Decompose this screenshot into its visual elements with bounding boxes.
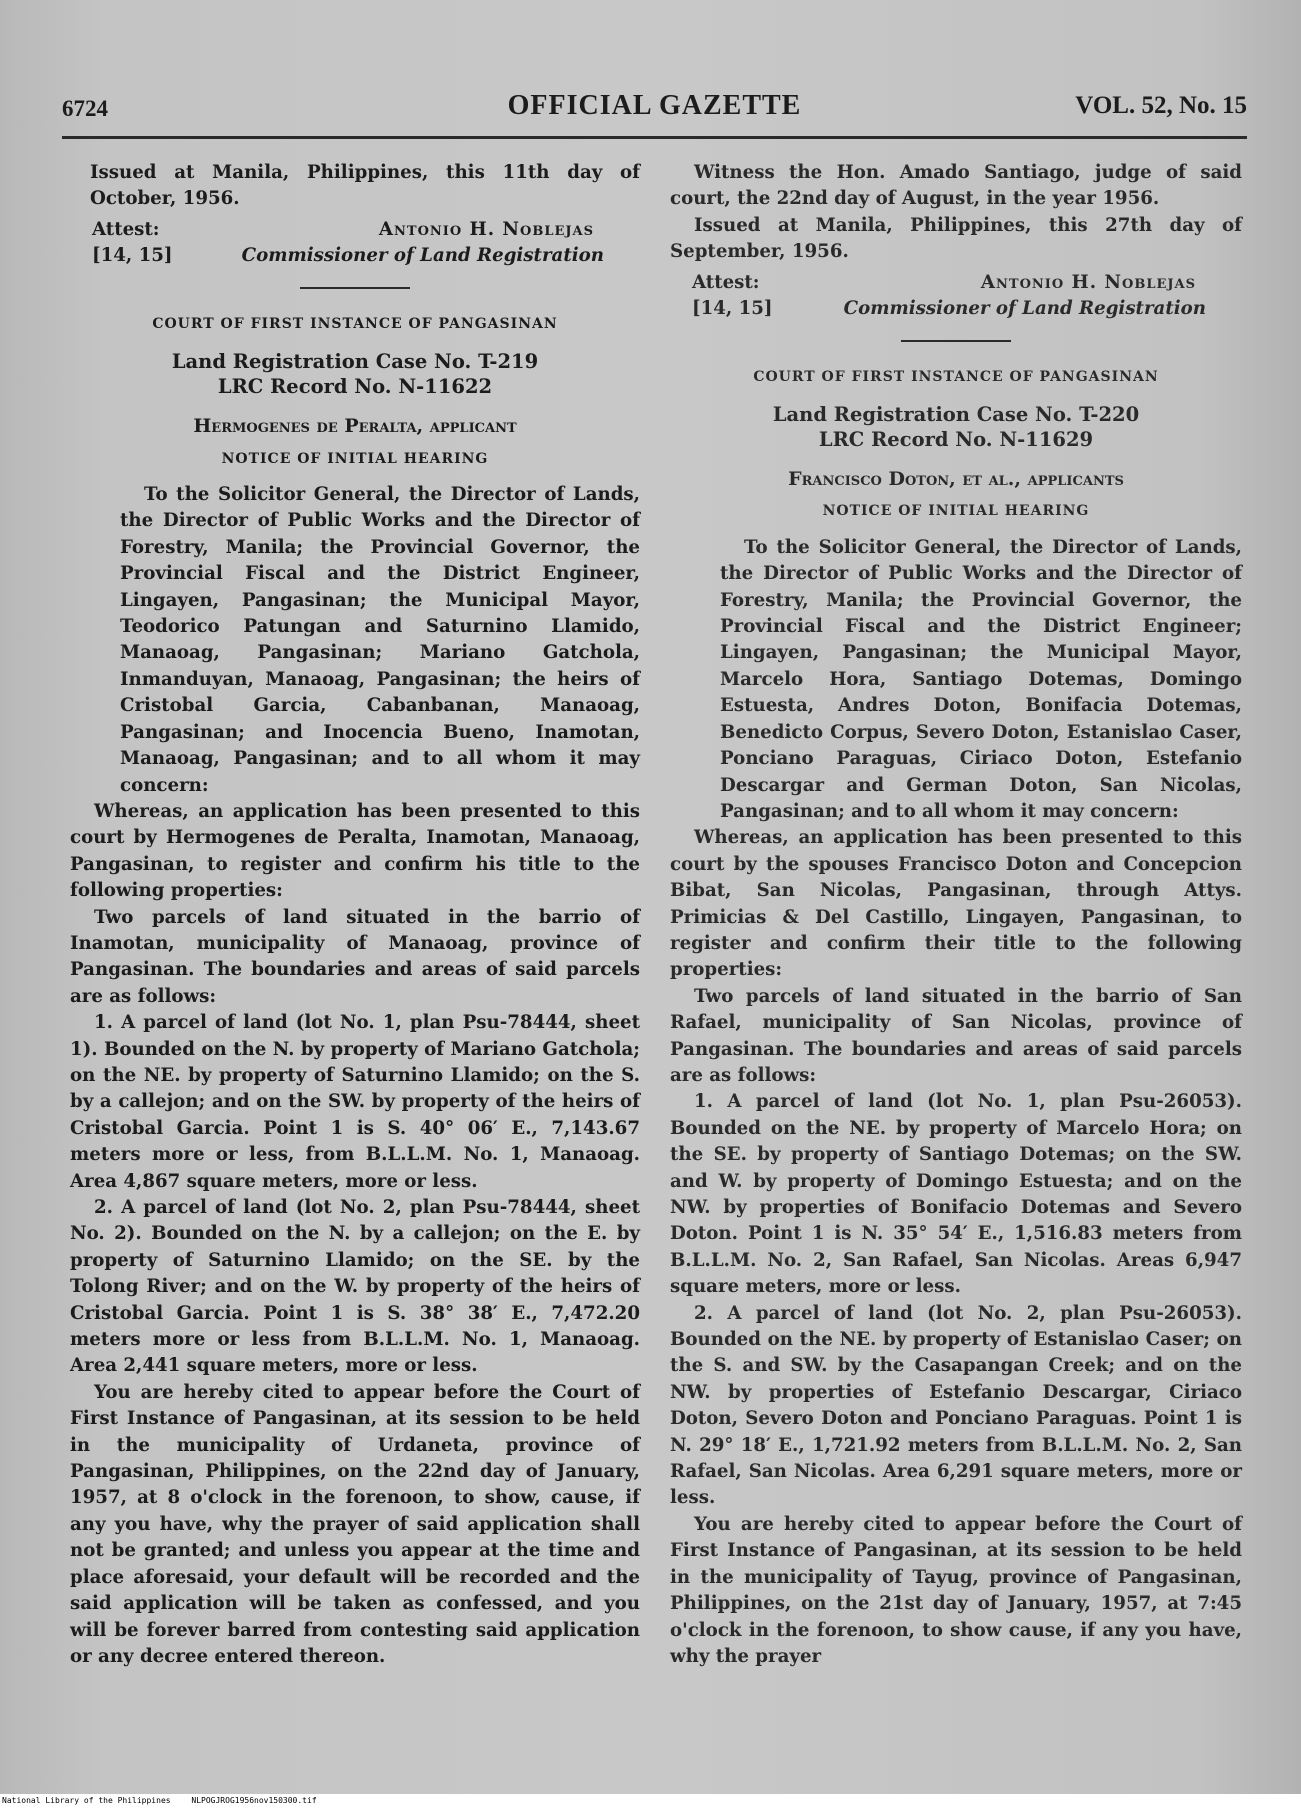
paragraph: You are hereby cited to appear before the Court of First Instance of Pangasinan, at its session to be held in the municipality of Urdaneta, province of Pangasinan, Philippines, on the 22nd day of January, 1957, at 8 o'clock in the forenoon, to show, cause, if any you have, why the prayer of said application shall not be granted; and unless you appear at the time and place aforesaid, your default will be recorded and the said application will be taken as confessed, and you will be forever barred from contesting said application or any decree entered thereon. [70,1381,640,1667]
right-column [670,160,1242,1670]
section-divider [300,287,410,289]
attest-block [670,270,1242,320]
attest-label: Attest: [92,218,160,240]
notice-heading: NOTICE OF INITIAL HEARING [822,503,1090,520]
paragraph: Whereas, an application has been presented to this court by Hermogenes de Peralta, Inamotan, Manaoag, Pangasinan, to register and confirm his title to the following properties: [70,800,640,902]
case-number: Land Registration Case No. T-219 [171,350,539,374]
paragraph: Whereas, an application has been presented to this court by the spouses Francisco Doton and Concepcion Bibat, San Nicolas, Pangasinan, through Attys. Primicias & Del Castillo, Lingayen, Pangasinan, to register and confirm their title to the following properties: [670,827,1242,981]
lrc-record: LRC Record No. N-11629 [818,428,1094,452]
publication-title: OFFICIAL GAZETTE [507,90,802,121]
case-number: Land Registration Case No. T-220 [772,403,1140,427]
library-label: National Library of the Philippines [2,1796,171,1805]
page-number: 6724 [62,96,108,121]
paragraph: 2. A parcel of land (lot No. 2, plan Psu-26053). Bounded on the NE. by property of Estanislao Caser; on the S. and SW. by the Casapangan Creek; and on the NW. by properties of Estefanio Descargar, Ciriaco Doton, Severo Doton and Ponciano Paraguas. Point 1 is N. 29° 18′ E., 1,721.92 meters from B.L.L.M. No. 2, San Rafael, San Nicolas. Area 6,291 square meters, more or less. [670,1302,1242,1509]
section-divider [901,340,1011,342]
applicant-name: Francisco Doton, et al., applicants [788,468,1124,491]
page-header [62,86,1247,126]
commissioner-name: Antonio H. Noblejas [378,218,594,240]
paragraph: 2. A parcel of land (lot No. 2, plan Psu-78444, sheet No. 2). Bounded on the N. by a callejon; on the E. by property of Saturnino Llamido; on the SE. by the Tolong River; and on the W. by property of the heirs of Cristobal Garcia. Point 1 is S. 38° 38′ E., 7,472.20 meters more or less from B.L.L.M. No. 1, Manaoag. Area 2,441 square meters, more or less. [70,1197,640,1377]
commissioner-title: Commissioner of Land Registration [241,244,604,266]
commissioner-name: Antonio H. Noblejas [980,271,1196,293]
witness-text: Witness the Hon. Amado Santiago, judge of said court, the 22nd day of August, in the year 1956. [670,162,1242,210]
paragraph: Two parcels of land situated in the barrio of Inamotan, municipality of Manaoag, province of Pangasinan. The boundaries and areas of said parcels are as follows: [70,906,640,1007]
volume-number: VOL. 52, No. 15 [1075,92,1247,119]
paragraph: You are hereby cited to appear before the Court of First Instance of Pangasinan, at its session to be held in the municipality of Tayug, province of Pangasinan, Philippines, on the 21st day of January, 1957, at 7:45 o'clock in the forenoon, to show cause, if any you have, why the prayer [670,1513,1242,1667]
notice-heading: NOTICE OF INITIAL HEARING [221,450,489,467]
addressees: To the Solicitor General, the Director of Lands, the Director of Public Works and the Director of Forestry, Manila; the Provincial Governor, the Provincial Fiscal and the District Engineer; Lingayen, Pangasinan; the Municipal Mayor, Marcelo Hora, Santiago Dotemas, Domingo Estuesta, Andres Doton, Bonifacia Dotemas, Benedicto Corpus, Severo Doton, Estanislao Caser, Ponciano Paraguas, Ciriaco Doton, Estefanio Descargar and German Doton, San Nicolas, Pangasinan; and to all whom it may concern: [720,536,1242,822]
left-column [70,160,640,1670]
paragraph: 1. A parcel of land (lot No. 1, plan Psu-26053). Bounded on the NE. by property of Marcelo Hora; on the SE. by property of Santiago Dotemas; on the SW. and W. by property of Domingo Estuesta; and on the NW. by properties of Bonifacio Dotemas and Severo Doton. Point 1 is N. 35° 54′ E., 1,516.83 meters from B.L.L.M. No. 2, San Rafael, San Nicolas. Areas 6,947 square meters, more or less. [670,1091,1242,1298]
scan-footer [0,1794,1301,1808]
issued-text: Issued at Manila, Philippines, this 27th day of September, 1956. [670,214,1242,263]
header-rule [62,136,1247,139]
attest-label: Attest: [692,271,760,293]
court-heading: COURT OF FIRST INSTANCE OF PANGASINAN [753,368,1159,385]
paragraph: 1. A parcel of land (lot No. 1, plan Psu-78444, sheet 1). Bounded on the N. by property of Mariano Gatchola; on the NE. by property of Saturnino Llamido; on the S. by a callejon; and on the SW. by property of the heirs of Cristobal Garcia. Point 1 is S. 40° 06′ E., 7,143.67 meters more or less, from B.L.L.M. No. 1, Manaoag. Area 4,867 square meters, more or less. [70,1012,640,1192]
file-name: NLPOGJROG1956nov150300.tif [191,1796,317,1805]
lrc-record: LRC Record No. N-11622 [217,375,493,399]
attest-block [70,217,640,267]
attest-ref: [14, 15] [92,244,173,266]
paragraph: Two parcels of land situated in the barrio of San Rafael, municipality of San Nicolas, province of Pangasinan. The boundaries and areas of said parcels are as follows: [670,985,1242,1086]
attest-ref: [14, 15] [692,297,773,319]
commissioner-title: Commissioner of Land Registration [843,297,1206,319]
issued-text: Issued at Manila, Philippines, this 11th day of October, 1956. [90,162,640,210]
applicant-name: Hermogenes de Peralta, applicant [193,415,517,438]
addressees: To the Solicitor General, the Director of Lands, the Director of Public Works and the Director of Forestry, Manila; the Provincial Governor, the Provincial Fiscal and the District Engineer, Lingayen, Pangasinan; the Municipal Mayor, Teodorico Patungan and Saturnino Llamido, Manaoag, Pangasinan; Mariano Gatchola, Inmanduyan, Manaoag, Pangasinan; the heirs of Cristobal Garcia, Cabanbanan, Manaoag, Pangasinan; and Inocencia Bueno, Inamotan, Manaoag, Pangasinan; and to all whom it may concern: [120,484,640,796]
court-heading: COURT OF FIRST INSTANCE OF PANGASINAN [152,315,558,332]
